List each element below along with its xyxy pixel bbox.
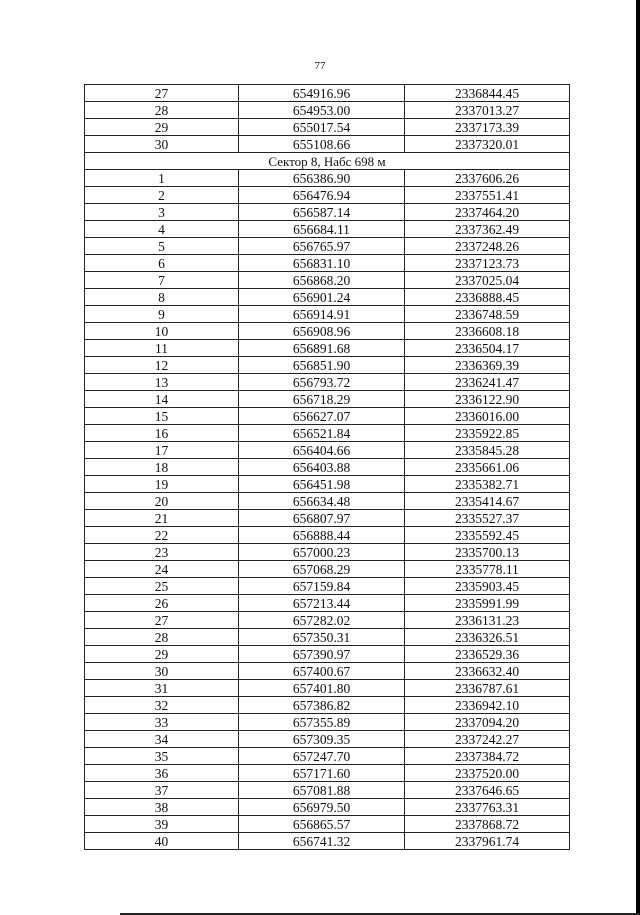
point-number-cell: 23 (85, 544, 239, 561)
point-number-cell: 15 (85, 408, 239, 425)
table-row (85, 306, 570, 323)
coordinates-table-body-after (85, 170, 570, 850)
y-coordinate-cell: 2335527.37 (405, 510, 570, 527)
table-row (85, 765, 570, 782)
table-row (85, 578, 570, 595)
point-number-cell: 28 (85, 102, 239, 119)
point-number-cell: 39 (85, 816, 239, 833)
section-header-group (85, 153, 570, 170)
x-coordinate-cell: 656979.50 (239, 799, 405, 816)
table-row (85, 782, 570, 799)
coordinates-table-body-before (85, 85, 570, 153)
table-row (85, 748, 570, 765)
y-coordinate-cell: 2336504.17 (405, 340, 570, 357)
table-row (85, 238, 570, 255)
point-number-cell: 27 (85, 85, 239, 102)
table-row (85, 612, 570, 629)
point-number-cell: 32 (85, 697, 239, 714)
table-row (85, 663, 570, 680)
y-coordinate-cell: 2335661.06 (405, 459, 570, 476)
section-header-row (85, 153, 570, 170)
point-number-cell: 31 (85, 680, 239, 697)
x-coordinate-cell: 656684.11 (239, 221, 405, 238)
y-coordinate-cell: 2335845.28 (405, 442, 570, 459)
x-coordinate-cell: 657386.82 (239, 697, 405, 714)
table-row (85, 272, 570, 289)
point-number-cell: 26 (85, 595, 239, 612)
y-coordinate-cell: 2337123.73 (405, 255, 570, 272)
x-coordinate-cell: 657159.84 (239, 578, 405, 595)
x-coordinate-cell: 656891.68 (239, 340, 405, 357)
x-coordinate-cell: 656868.20 (239, 272, 405, 289)
table-row (85, 680, 570, 697)
x-coordinate-cell: 657400.67 (239, 663, 405, 680)
point-number-cell: 1 (85, 170, 239, 187)
x-coordinate-cell: 656914.91 (239, 306, 405, 323)
y-coordinate-cell: 2336241.47 (405, 374, 570, 391)
table-row (85, 85, 570, 102)
y-coordinate-cell: 2337551.41 (405, 187, 570, 204)
table-row (85, 442, 570, 459)
y-coordinate-cell: 2337464.20 (405, 204, 570, 221)
x-coordinate-cell: 654953.00 (239, 102, 405, 119)
table-row (85, 221, 570, 238)
x-coordinate-cell: 657282.02 (239, 612, 405, 629)
y-coordinate-cell: 2337362.49 (405, 221, 570, 238)
y-coordinate-cell: 2335382.71 (405, 476, 570, 493)
x-coordinate-cell: 657390.97 (239, 646, 405, 663)
y-coordinate-cell: 2337013.27 (405, 102, 570, 119)
y-coordinate-cell: 2337173.39 (405, 119, 570, 136)
table-row (85, 102, 570, 119)
point-number-cell: 9 (85, 306, 239, 323)
y-coordinate-cell: 2336608.18 (405, 323, 570, 340)
point-number-cell: 13 (85, 374, 239, 391)
x-coordinate-cell: 656901.24 (239, 289, 405, 306)
x-coordinate-cell: 657068.29 (239, 561, 405, 578)
point-number-cell: 7 (85, 272, 239, 289)
x-coordinate-cell: 657401.80 (239, 680, 405, 697)
x-coordinate-cell: 656741.32 (239, 833, 405, 850)
table-row (85, 816, 570, 833)
scan-edge-right (636, 0, 640, 915)
x-coordinate-cell: 656888.44 (239, 527, 405, 544)
y-coordinate-cell: 2336016.00 (405, 408, 570, 425)
point-number-cell: 4 (85, 221, 239, 238)
point-number-cell: 17 (85, 442, 239, 459)
point-number-cell: 22 (85, 527, 239, 544)
y-coordinate-cell: 2336326.51 (405, 629, 570, 646)
x-coordinate-cell: 657213.44 (239, 595, 405, 612)
x-coordinate-cell: 656627.07 (239, 408, 405, 425)
point-number-cell: 11 (85, 340, 239, 357)
table-row (85, 204, 570, 221)
point-number-cell: 35 (85, 748, 239, 765)
table-row (85, 136, 570, 153)
table-row (85, 119, 570, 136)
table-row (85, 408, 570, 425)
table-row (85, 527, 570, 544)
x-coordinate-cell: 656851.90 (239, 357, 405, 374)
x-coordinate-cell: 656865.57 (239, 816, 405, 833)
table-row (85, 357, 570, 374)
y-coordinate-cell: 2335414.67 (405, 493, 570, 510)
x-coordinate-cell: 656476.94 (239, 187, 405, 204)
x-coordinate-cell: 654916.96 (239, 85, 405, 102)
x-coordinate-cell: 656404.66 (239, 442, 405, 459)
y-coordinate-cell: 2336529.36 (405, 646, 570, 663)
point-number-cell: 20 (85, 493, 239, 510)
y-coordinate-cell: 2336888.45 (405, 289, 570, 306)
point-number-cell: 21 (85, 510, 239, 527)
x-coordinate-cell: 656521.84 (239, 425, 405, 442)
table-row (85, 646, 570, 663)
table-row (85, 731, 570, 748)
page-number: 77 (314, 60, 326, 72)
x-coordinate-cell: 656403.88 (239, 459, 405, 476)
point-number-cell: 5 (85, 238, 239, 255)
point-number-cell: 2 (85, 187, 239, 204)
table-row (85, 799, 570, 816)
y-coordinate-cell: 2335903.45 (405, 578, 570, 595)
y-coordinate-cell: 2337242.27 (405, 731, 570, 748)
x-coordinate-cell: 655108.66 (239, 136, 405, 153)
x-coordinate-cell: 656718.29 (239, 391, 405, 408)
table-row (85, 289, 570, 306)
table-row (85, 697, 570, 714)
point-number-cell: 30 (85, 663, 239, 680)
table-row (85, 714, 570, 731)
y-coordinate-cell: 2337094.20 (405, 714, 570, 731)
x-coordinate-cell: 656386.90 (239, 170, 405, 187)
y-coordinate-cell: 2336787.61 (405, 680, 570, 697)
y-coordinate-cell: 2337025.04 (405, 272, 570, 289)
point-number-cell: 12 (85, 357, 239, 374)
y-coordinate-cell: 2336942.10 (405, 697, 570, 714)
table-row (85, 544, 570, 561)
x-coordinate-cell: 657000.23 (239, 544, 405, 561)
y-coordinate-cell: 2336844.45 (405, 85, 570, 102)
y-coordinate-cell: 2335922.85 (405, 425, 570, 442)
x-coordinate-cell: 656831.10 (239, 255, 405, 272)
y-coordinate-cell: 2336131.23 (405, 612, 570, 629)
table-row (85, 833, 570, 850)
y-coordinate-cell: 2337248.26 (405, 238, 570, 255)
table-row (85, 340, 570, 357)
table-row (85, 374, 570, 391)
table-row (85, 255, 570, 272)
x-coordinate-cell: 657171.60 (239, 765, 405, 782)
table-row (85, 629, 570, 646)
y-coordinate-cell: 2337646.65 (405, 782, 570, 799)
y-coordinate-cell: 2336122.90 (405, 391, 570, 408)
x-coordinate-cell: 657350.31 (239, 629, 405, 646)
y-coordinate-cell: 2336632.40 (405, 663, 570, 680)
x-coordinate-cell: 656807.97 (239, 510, 405, 527)
point-number-cell: 6 (85, 255, 239, 272)
point-number-cell: 34 (85, 731, 239, 748)
point-number-cell: 28 (85, 629, 239, 646)
point-number-cell: 29 (85, 646, 239, 663)
x-coordinate-cell: 657081.88 (239, 782, 405, 799)
table-row (85, 476, 570, 493)
y-coordinate-cell: 2335778.11 (405, 561, 570, 578)
point-number-cell: 10 (85, 323, 239, 340)
y-coordinate-cell: 2335700.13 (405, 544, 570, 561)
x-coordinate-cell: 656587.14 (239, 204, 405, 221)
table-row (85, 595, 570, 612)
point-number-cell: 33 (85, 714, 239, 731)
point-number-cell: 37 (85, 782, 239, 799)
y-coordinate-cell: 2335991.99 (405, 595, 570, 612)
point-number-cell: 24 (85, 561, 239, 578)
x-coordinate-cell: 656634.48 (239, 493, 405, 510)
x-coordinate-cell: 657247.70 (239, 748, 405, 765)
y-coordinate-cell: 2337606.26 (405, 170, 570, 187)
x-coordinate-cell: 655017.54 (239, 119, 405, 136)
x-coordinate-cell: 657309.35 (239, 731, 405, 748)
y-coordinate-cell: 2337520.00 (405, 765, 570, 782)
point-number-cell: 14 (85, 391, 239, 408)
x-coordinate-cell: 656908.96 (239, 323, 405, 340)
y-coordinate-cell: 2337320.01 (405, 136, 570, 153)
x-coordinate-cell: 656765.97 (239, 238, 405, 255)
table-row (85, 187, 570, 204)
point-number-cell: 36 (85, 765, 239, 782)
table-row (85, 391, 570, 408)
point-number-cell: 27 (85, 612, 239, 629)
point-number-cell: 30 (85, 136, 239, 153)
table-row (85, 493, 570, 510)
table-row (85, 561, 570, 578)
point-number-cell: 8 (85, 289, 239, 306)
point-number-cell: 18 (85, 459, 239, 476)
point-number-cell: 3 (85, 204, 239, 221)
table-row (85, 170, 570, 187)
y-coordinate-cell: 2337384.72 (405, 748, 570, 765)
point-number-cell: 19 (85, 476, 239, 493)
coordinates-table (84, 84, 570, 850)
point-number-cell: 38 (85, 799, 239, 816)
x-coordinate-cell: 656793.72 (239, 374, 405, 391)
table-row (85, 510, 570, 527)
point-number-cell: 29 (85, 119, 239, 136)
y-coordinate-cell: 2337763.31 (405, 799, 570, 816)
point-number-cell: 16 (85, 425, 239, 442)
x-coordinate-cell: 657355.89 (239, 714, 405, 731)
point-number-cell: 25 (85, 578, 239, 595)
table-row (85, 425, 570, 442)
y-coordinate-cell: 2336369.39 (405, 357, 570, 374)
section-title: Сектор 8, Набс 698 м (85, 153, 570, 170)
table-row (85, 459, 570, 476)
y-coordinate-cell: 2337961.74 (405, 833, 570, 850)
table-row (85, 323, 570, 340)
y-coordinate-cell: 2336748.59 (405, 306, 570, 323)
y-coordinate-cell: 2335592.45 (405, 527, 570, 544)
y-coordinate-cell: 2337868.72 (405, 816, 570, 833)
point-number-cell: 40 (85, 833, 239, 850)
x-coordinate-cell: 656451.98 (239, 476, 405, 493)
